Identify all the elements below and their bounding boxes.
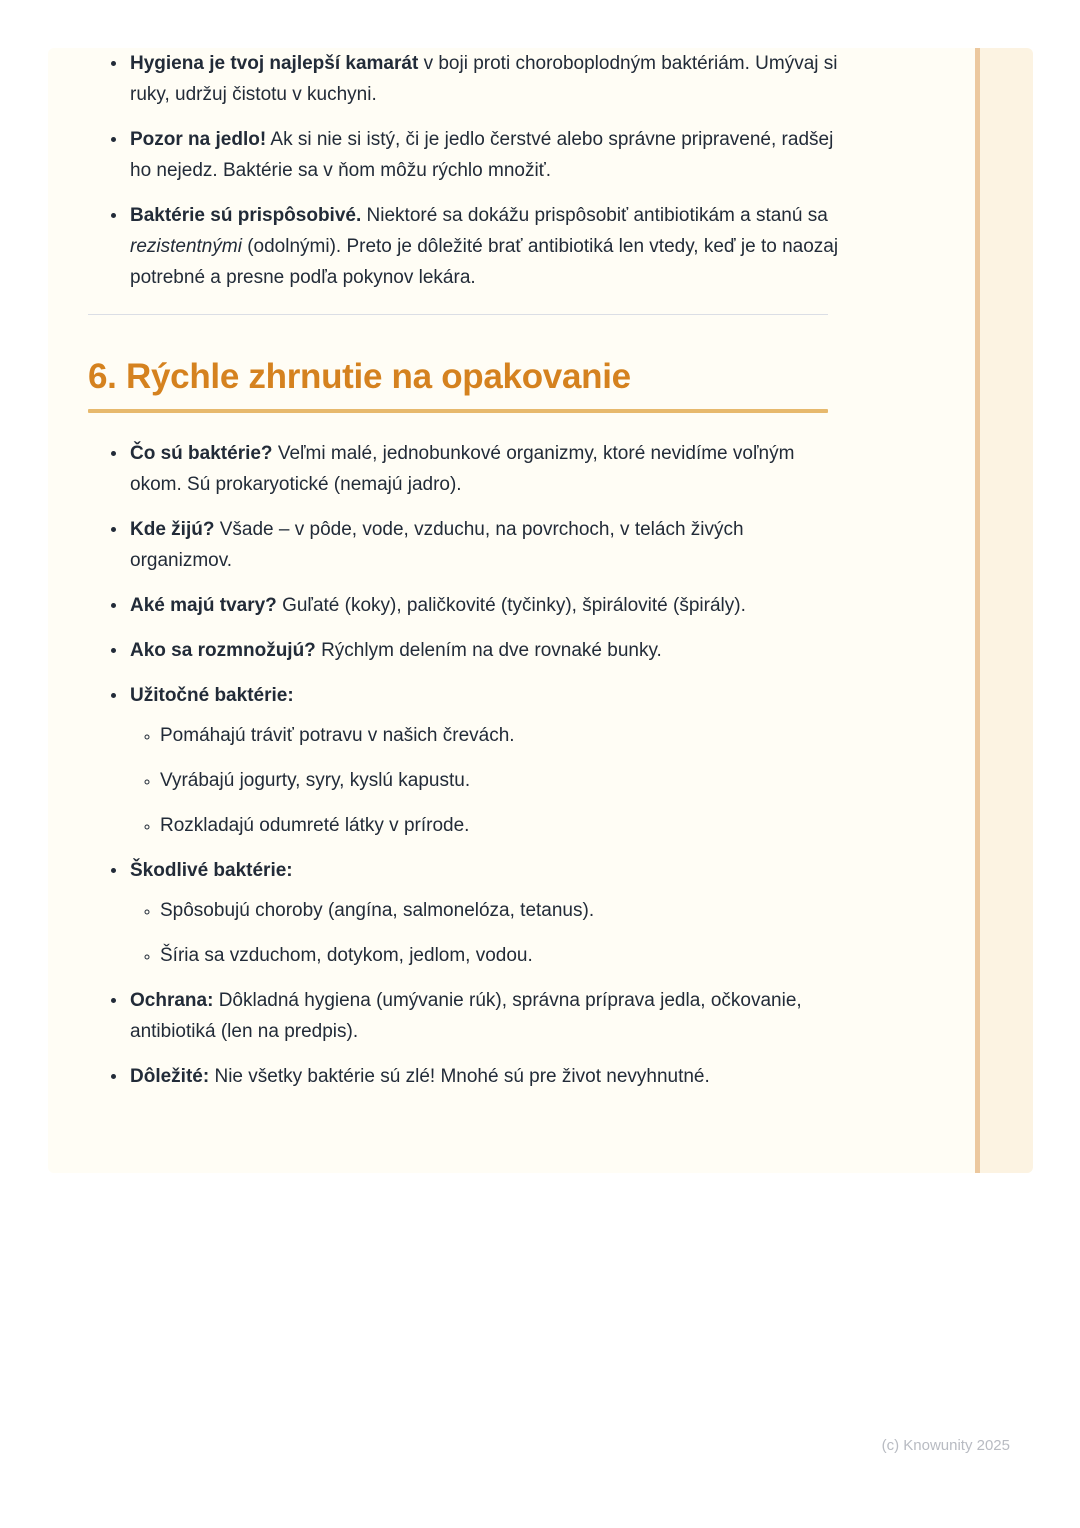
summary-list xyxy=(88,438,850,1092)
item-text: Veľmi malé, jednobunkové organizmy, ktoré nevidíme voľným okom. Sú prokaryotické (nemajú jadro). xyxy=(130,443,795,495)
list-item xyxy=(128,855,850,971)
sub-list-item: ◦ Šíria sa vzduchom, dotykom, jedlom, vodou. xyxy=(160,940,850,971)
sub-list-item: ◦ Rozkladajú odumreté látky v prírode. xyxy=(160,810,850,841)
sub-list xyxy=(130,895,850,971)
list-item xyxy=(128,590,850,621)
list-item xyxy=(128,438,850,500)
footer-copyright: (c) Knowunity 2025 xyxy=(881,1437,1010,1454)
note-content xyxy=(88,48,850,1106)
list-item xyxy=(128,680,850,841)
item-text: Nie všetky baktérie sú zlé! Mnohé sú pre život nevyhnutné. xyxy=(209,1066,710,1087)
note-card xyxy=(48,48,1033,1173)
accent-stripe xyxy=(980,48,1033,1173)
list-item xyxy=(128,1061,850,1092)
item-lead: Baktérie sú prispôsobivé. xyxy=(130,205,362,226)
sub-list-item: ◦ Spôsobujú choroby (angína, salmonelóza, tetanus). xyxy=(160,895,850,926)
accent-stripe-line xyxy=(975,48,980,1173)
list-item xyxy=(128,635,850,666)
item-text: Rýchlym delením na dve rovnaké bunky. xyxy=(315,640,662,661)
item-text: Ak si nie si istý, či je jedlo čerstvé alebo správne pripravené, radšej ho nejedz. Baktérie sa v ňom môžu rýchlo množiť. xyxy=(130,129,834,181)
list-item xyxy=(128,514,850,576)
list-item xyxy=(128,985,850,1047)
item-lead: Užitočné baktérie: xyxy=(130,685,294,706)
item-lead: Ochrana: xyxy=(130,990,214,1011)
item-text: Guľaté (koky), paličkovité (tyčinky), špirálovité (špirály). xyxy=(276,595,746,616)
item-text: Niektoré sa dokážu prispôsobiť antibiotikám a stanú sa xyxy=(361,205,828,226)
sub-list-item: ◦ Vyrábajú jogurty, syry, kyslú kapustu. xyxy=(160,765,850,796)
item-text: Dôkladná hygiena (umývanie rúk), správna príprava jedla, očkovanie, antibiotiká (len na predpis). xyxy=(130,990,802,1042)
item-lead: Čo sú baktérie? xyxy=(130,443,273,464)
item-text: Všade – v pôde, vode, vzduchu, na povrchoch, v telách živých organizmov. xyxy=(130,519,744,571)
section-divider-line xyxy=(88,314,828,315)
section-heading: 6. Rýchle zhrnutie na opakovanie xyxy=(88,357,631,396)
list-item xyxy=(128,124,850,186)
item-lead: Kde žijú? xyxy=(130,519,215,540)
item-text: v boji proti choroboplodným baktériám. Umývaj si ruky, udržuj čistotu v kuchyni. xyxy=(130,53,838,105)
list-item xyxy=(128,200,850,293)
list-item xyxy=(128,48,850,110)
item-lead: Dôležité: xyxy=(130,1066,210,1087)
item-lead: Aké majú tvary? xyxy=(130,595,277,616)
item-lead: Škodlivé baktérie: xyxy=(130,860,293,881)
item-text: (odolnými). Preto je dôležité brať antibiotiká len vtedy, keď je to naozaj potrebné a presne podľa pokynov lekára. xyxy=(130,236,839,288)
item-text-italic: rezistentnými xyxy=(130,236,242,257)
item-lead: Hygiena je tvoj najlepší kamarát xyxy=(130,53,419,74)
title-underline xyxy=(88,409,828,413)
sub-list xyxy=(130,720,850,841)
intro-list xyxy=(88,48,850,293)
item-lead: Pozor na jedlo! xyxy=(130,129,267,150)
sub-list-item: ◦ Pomáhajú tráviť potravu v našich črevách. xyxy=(160,720,850,751)
item-lead: Ako sa rozmnožujú? xyxy=(130,640,316,661)
